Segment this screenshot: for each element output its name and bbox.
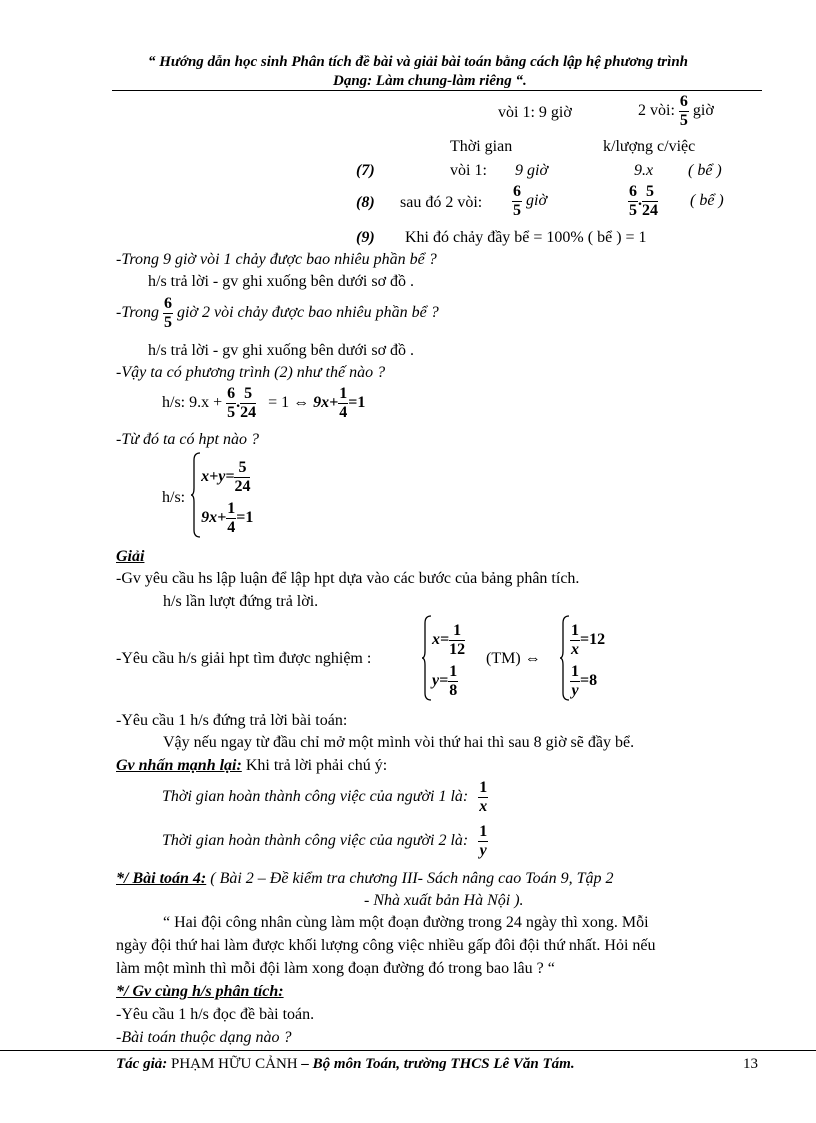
row-7-unit: ( bể ) — [688, 162, 722, 179]
question-2-post: giờ 2 vòi chảy được bao nhiêu phần bể ? — [176, 304, 439, 322]
fraction-1-y: $\frac{1}{y}$ — [571, 662, 579, 699]
footer-author — [116, 1056, 575, 1073]
solution-step-3: -Yêu cầu h/s giải hpt tìm được nghiệm : — [116, 650, 372, 667]
footer-author-rest: – Bộ môn Toán, trường THCS Lê Văn Tám. — [297, 1056, 575, 1072]
analysis-heading: */ Gv cùng h/s phân tích: — [116, 983, 284, 1000]
solution-step-1: -Gv yêu cầu hs lập luận để lập hpt dựa vào các bước của bảng phân tích. — [116, 570, 580, 587]
system-row-1: x+y= — [201, 467, 235, 485]
fraction-1-4: $\frac{1}{4}$ — [339, 385, 348, 421]
solution-step-5: Vậy nếu ngay từ đầu chỉ mở một mình vòi thứ hai thì sau 8 giờ sẽ đầy bể. — [163, 734, 635, 751]
analysis-step-1: -Yêu cầu 1 h/s đọc đề bài toán. — [116, 1006, 315, 1023]
section-giai: Giải — [116, 548, 145, 565]
fraction-1-8: $\frac{1}{8}$ — [449, 662, 458, 699]
row-8-work: $\frac{6}{5}$ . $\frac{5}{24}$ — [629, 183, 658, 219]
answer-2: h/s trả lời - gv ghi xuống bên dưới sơ đồ . — [148, 342, 415, 359]
time-person-2-text: Thời gian hoàn thành công việc của người 2 là: — [162, 832, 469, 850]
fraction-1-y: $\frac{1}{y}$ — [479, 823, 488, 859]
problem-4-source-2: - Nhà xuất bản Hà Nội ). — [364, 892, 524, 909]
solution-x: x= — [432, 630, 450, 648]
footer-rule — [0, 1050, 816, 1051]
hs-system-label: h/s: — [162, 488, 186, 506]
header-line-1: “ Hướng dẫn học sinh Phân tích đề bài và giải bài toán bằng cách lập hệ phương trình — [148, 54, 688, 70]
row-8-time-unit: giờ — [526, 192, 547, 210]
question-4: -Từ đó ta có hpt nào ? — [116, 431, 259, 448]
question-2-pre: -Trong — [116, 304, 159, 322]
top-row-gio: giờ — [692, 102, 714, 120]
hs-eq-right: 9x+ — [313, 394, 339, 412]
problem-4-heading — [116, 870, 614, 888]
time-person-1 — [162, 780, 488, 815]
teacher-note-text: Khi trả lời phải chú ý: — [241, 757, 388, 774]
solution-step-4: -Yêu cầu 1 h/s đứng trả lời bài toán: — [116, 712, 348, 729]
answer-1: h/s trả lời - gv ghi xuống bên dưới sơ đồ . — [148, 273, 415, 290]
row-8-name: sau đó 2 vòi: — [400, 194, 483, 211]
row-8-time — [512, 184, 547, 219]
solution-tm: (TM) ⇔ — [486, 650, 541, 667]
column-work-header: k/lượng c/việc — [603, 138, 696, 155]
fraction-6-5: $\frac{6}{5}$ — [629, 183, 637, 219]
hs-eq-mid: = 1 ⇔ — [268, 394, 310, 412]
fraction-5-24: $\frac{5}{24}$ — [234, 458, 251, 495]
system-row-2: 9x+ — [201, 508, 227, 526]
left-brace-icon — [560, 615, 570, 706]
problem-4-label: */ Bài toán 4: — [116, 870, 207, 887]
time-person-1-text: Thời gian hoàn thành công việc của người 1 là: — [162, 788, 469, 806]
question-3: -Vậy ta có phương trình (2) như thế nào ? — [116, 364, 386, 381]
row-7-label: (7) — [356, 162, 375, 179]
fraction-6-5: $\frac{6}{5}$ — [163, 295, 172, 331]
inverse-system — [560, 615, 605, 706]
inverse-eq-8: =8 — [580, 671, 598, 689]
solution-y: y= — [432, 671, 449, 689]
row-9-label: (9) — [356, 229, 375, 246]
hs-eq-pre: h/s: 9.x + — [162, 394, 223, 412]
solution-system — [422, 615, 465, 706]
left-brace-icon — [191, 452, 201, 543]
row-7-time: 9 giờ — [515, 162, 548, 179]
fraction-1-x: $\frac{1}{x}$ — [571, 621, 579, 658]
row-9-text: Khi đó chảy đầy bể = 100% ( bể ) = 1 — [405, 229, 647, 246]
top-row-2voi — [638, 94, 714, 129]
column-time-header: Thời gian — [450, 138, 513, 155]
fraction-5-24: $\frac{5}{24}$ — [642, 183, 658, 219]
row-7-name: vòi 1: — [450, 162, 487, 179]
top-row-voi1: vòi 1: 9 giờ — [498, 104, 572, 121]
fraction-1-x: $\frac{1}{x}$ — [479, 779, 488, 815]
teacher-note — [116, 757, 387, 775]
hs-system — [162, 452, 253, 543]
header-line-2: Dạng: Làm chung-làm riêng “. — [333, 73, 527, 89]
question-2 — [116, 296, 439, 331]
fraction-6-5: $\frac{6}{5}$ — [679, 93, 688, 129]
footer-author-label: Tác giả: — [116, 1056, 168, 1072]
problem-4-source-1: ( Bài 2 – Đề kiểm tra chương III- Sách nâng cao Toán 9, Tập 2 — [206, 870, 614, 887]
analysis-step-2: -Bài toán thuộc dạng nào ? — [116, 1029, 292, 1046]
fraction-1-12: $\frac{1}{12}$ — [449, 621, 466, 658]
row-8-label: (8) — [356, 194, 375, 211]
system-row-2-end: =1 — [236, 508, 254, 526]
left-brace-icon — [422, 615, 432, 706]
solution-step-2: h/s lần lượt đứng trả lời. — [163, 593, 319, 610]
hs-eq-end: =1 — [348, 394, 366, 412]
inverse-eq-12: =12 — [580, 630, 606, 648]
row-8-unit: ( bể ) — [690, 192, 724, 209]
row-7-work: 9.x — [634, 162, 654, 179]
fraction-5-24: $\frac{5}{24}$ — [240, 385, 257, 421]
time-person-2 — [162, 824, 488, 859]
fraction-6-5: $\frac{6}{5}$ — [513, 183, 521, 219]
teacher-note-label: Gv nhấn mạnh lại: — [116, 757, 242, 774]
top-row-2voi-label: 2 vòi: — [638, 102, 675, 120]
header-rule — [112, 90, 762, 91]
problem-4-para-1: “ Hai đội công nhân cùng làm một đoạn đường trong 24 ngày thì xong. Mỗi — [163, 914, 649, 931]
fraction-6-5: $\frac{6}{5}$ — [227, 385, 236, 421]
fraction-1-4: $\frac{1}{4}$ — [227, 499, 236, 536]
problem-4-para-2: ngày đội thứ hai làm được khối lượng công việc nhiều gấp đôi đội thứ nhất. Hỏi nếu — [116, 937, 656, 954]
page-number: 13 — [743, 1056, 758, 1072]
question-1: -Trong 9 giờ vòi 1 chảy được bao nhiêu phần bể ? — [116, 251, 437, 268]
hs-equation: h/s: 9.x + $\frac{6}{5}$ . $\frac{5}{24}$ = 1 ⇔ 9x+ $\frac{1}{4}$ =1 — [162, 385, 366, 421]
problem-4-para-3: làm một mình thì mỗi đội làm xong đoạn đường đó trong bao lâu ? “ — [116, 960, 555, 977]
footer-author-name: PHẠM HỮU CẢNH — [167, 1056, 298, 1072]
